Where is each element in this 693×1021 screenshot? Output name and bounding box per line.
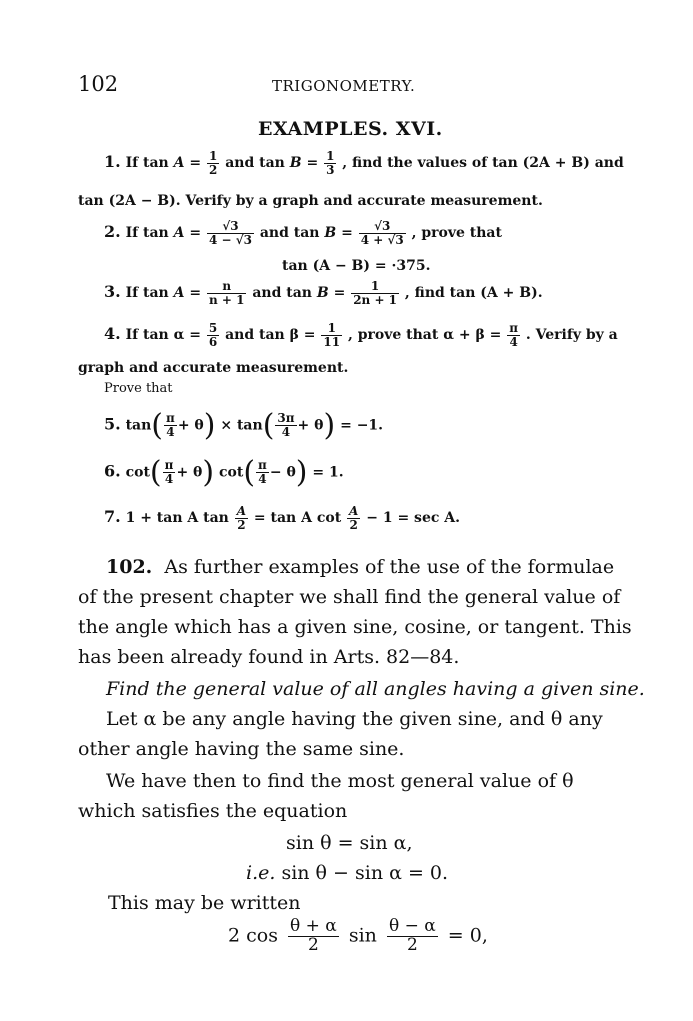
paren: ( (151, 408, 164, 443)
numerator: A (349, 504, 359, 518)
paragraph-4: This may be written (108, 892, 301, 914)
fraction (164, 412, 177, 438)
numerator: θ + α (290, 916, 337, 936)
examples-title: EXAMPLES. XVI. (258, 118, 443, 140)
denominator: 2 (307, 934, 319, 955)
paragraph-3-line-2: which satisfies the equation (78, 800, 348, 822)
equation-1: sin θ = sin α, (286, 832, 413, 854)
text: = 1. (312, 464, 344, 481)
denominator: 4 (281, 425, 291, 439)
numerator: π (164, 458, 174, 473)
example-number: 2. (104, 222, 121, 242)
text: , prove that (411, 225, 502, 242)
denominator: 4 (166, 425, 175, 439)
fraction (256, 459, 269, 485)
text: , find the values of tan (2A + B) and (342, 155, 624, 172)
denominator: 4 (509, 334, 518, 349)
text: B (316, 285, 329, 302)
denominator: 3 (326, 162, 335, 177)
example-number: 4. (104, 324, 121, 344)
fraction (507, 322, 520, 348)
paragraph-102-line-2: of the present chapter we shall find the general value of (78, 586, 621, 608)
text: B (289, 155, 302, 172)
text: If tan (125, 155, 169, 172)
text: = −1. (340, 417, 384, 434)
running-head: TRIGONOMETRY. (272, 77, 416, 95)
numerator: 1 (321, 322, 342, 336)
example-5 (104, 408, 383, 443)
text: = tan A cot (253, 510, 342, 527)
paragraph-102-line-3: the angle which has a given sine, cosine, or tangent. This (78, 616, 632, 638)
equation-3 (228, 918, 488, 955)
text: As further examples of the use of the formulae (164, 556, 615, 578)
paragraph-102-line-1 (106, 556, 614, 578)
example-1-line-1: 1. If tan A = $\frac{1}{2}$ and tan B = $\frac{1}{3}$ , find the values of tan (2A + B) and (104, 149, 624, 177)
fraction (351, 280, 399, 306)
fraction (163, 459, 176, 485)
text: = 0, (447, 924, 488, 947)
text: and tan (225, 155, 285, 172)
text: If tan (125, 285, 169, 302)
text: and tan β = (225, 327, 316, 344)
text: × tan (220, 417, 263, 434)
paren: ) (323, 408, 336, 443)
paragraph-102-line-4: has been already found in Arts. 82—84. (78, 646, 460, 668)
text: If tan (125, 225, 169, 242)
example-number: 3. (104, 282, 121, 302)
example-number: 5. (104, 414, 121, 434)
text: sin (348, 924, 377, 947)
example-1-line-2: tan (2A − B). Verify by a graph and accurate measurement. (78, 193, 543, 209)
example-4-line-1 (104, 322, 618, 348)
example-2-line-2: tan (A − B) = ·375. (282, 258, 431, 274)
text: − 1 = sec A. (366, 510, 460, 527)
paren: ) (202, 455, 215, 490)
example-2-line-1: 2. If tan A = $\frac{√3}{4 - √3}$ and tan B = $\frac{√3}{4 + √3}$ , prove that (104, 219, 502, 247)
example-3: 3. If tan A = $\frac{n}{n + 1}$ and tan B = $\frac{1}{2n + 1}$ , find tan (A + B). (104, 279, 543, 307)
text: , prove that α + β = (347, 327, 502, 344)
denominator: 11 (323, 334, 341, 349)
numerator: 1 (208, 149, 218, 163)
text: cot (218, 464, 244, 481)
paragraph-2-line-2: other angle having the same sine. (78, 738, 405, 760)
numerator: π (258, 458, 267, 473)
fraction (207, 220, 254, 246)
fraction (324, 150, 336, 176)
fraction (347, 505, 360, 531)
numerator: A (236, 504, 247, 518)
denominator: 4 − √3 (208, 232, 252, 247)
numerator: θ − α (388, 916, 436, 936)
example-number: 1. (104, 152, 121, 172)
text: , find tan (A + B). (404, 285, 543, 302)
numerator: 1 (326, 149, 335, 163)
fraction (288, 918, 339, 955)
text: A (173, 285, 185, 302)
text: . Verify by a (525, 327, 618, 344)
prove-that-label: Prove that (104, 381, 173, 396)
numerator: 3π (277, 411, 295, 426)
denominator: 6 (208, 334, 218, 349)
fraction (207, 150, 219, 176)
fraction (207, 322, 219, 348)
denominator: 2 (208, 162, 218, 177)
text: A (173, 155, 185, 172)
text: and tan (252, 285, 312, 302)
numerator: n (207, 280, 246, 294)
paren: ) (295, 455, 308, 490)
example-7 (104, 505, 460, 531)
text: tan (125, 417, 152, 434)
italic-heading: Find the general value of all angles having a given sine. (106, 678, 645, 700)
paragraph-3-line-1: We have then to find the most general value of θ (106, 770, 574, 792)
fraction (359, 220, 406, 246)
denominator: 2 (406, 934, 418, 955)
denominator: 4 + √3 (360, 232, 404, 247)
example-number: 7. (104, 507, 121, 527)
text: B (324, 225, 337, 242)
text: 2 cos (228, 924, 278, 947)
fraction (275, 412, 296, 438)
paragraph-2-line-1: Let α be any angle having the given sine, and θ any (106, 708, 603, 730)
denominator: 2 (237, 517, 246, 532)
text: cot (125, 464, 150, 481)
fraction (387, 918, 438, 955)
paren: ( (262, 408, 275, 443)
numerator: 1 (351, 280, 399, 294)
equation-2 (246, 862, 448, 884)
paren: ) (203, 408, 216, 443)
denominator: 4 (258, 472, 267, 486)
text: sin θ − sin α = 0. (281, 862, 449, 884)
denominator: 2n + 1 (353, 292, 398, 307)
numerator: √3 (359, 220, 406, 234)
text: + θ (177, 417, 204, 434)
text: If tan α = (125, 327, 201, 344)
page-number: 102 (78, 72, 119, 96)
fraction (321, 322, 342, 348)
denominator: 4 (164, 472, 174, 486)
denominator: n + 1 (208, 292, 245, 307)
text: 1 + tan A tan (125, 510, 229, 527)
fraction (235, 505, 248, 531)
text: A (173, 225, 185, 242)
numerator: π (166, 411, 175, 426)
numerator: π (509, 321, 519, 335)
denominator: 2 (349, 517, 358, 532)
numerator: √3 (207, 220, 254, 234)
text: and tan (259, 225, 320, 242)
text: i.e. (246, 862, 276, 884)
text: − θ (269, 464, 296, 481)
example-6 (104, 455, 344, 490)
numerator: 5 (208, 321, 218, 335)
paren: ( (243, 455, 256, 490)
fraction (207, 280, 246, 306)
text: + θ (297, 417, 324, 434)
example-number: 6. (104, 461, 121, 481)
paren: ( (149, 455, 162, 490)
example-4-line-2: graph and accurate measurement. (78, 360, 349, 376)
text: + θ (176, 464, 203, 481)
article-number: 102. (106, 556, 153, 578)
